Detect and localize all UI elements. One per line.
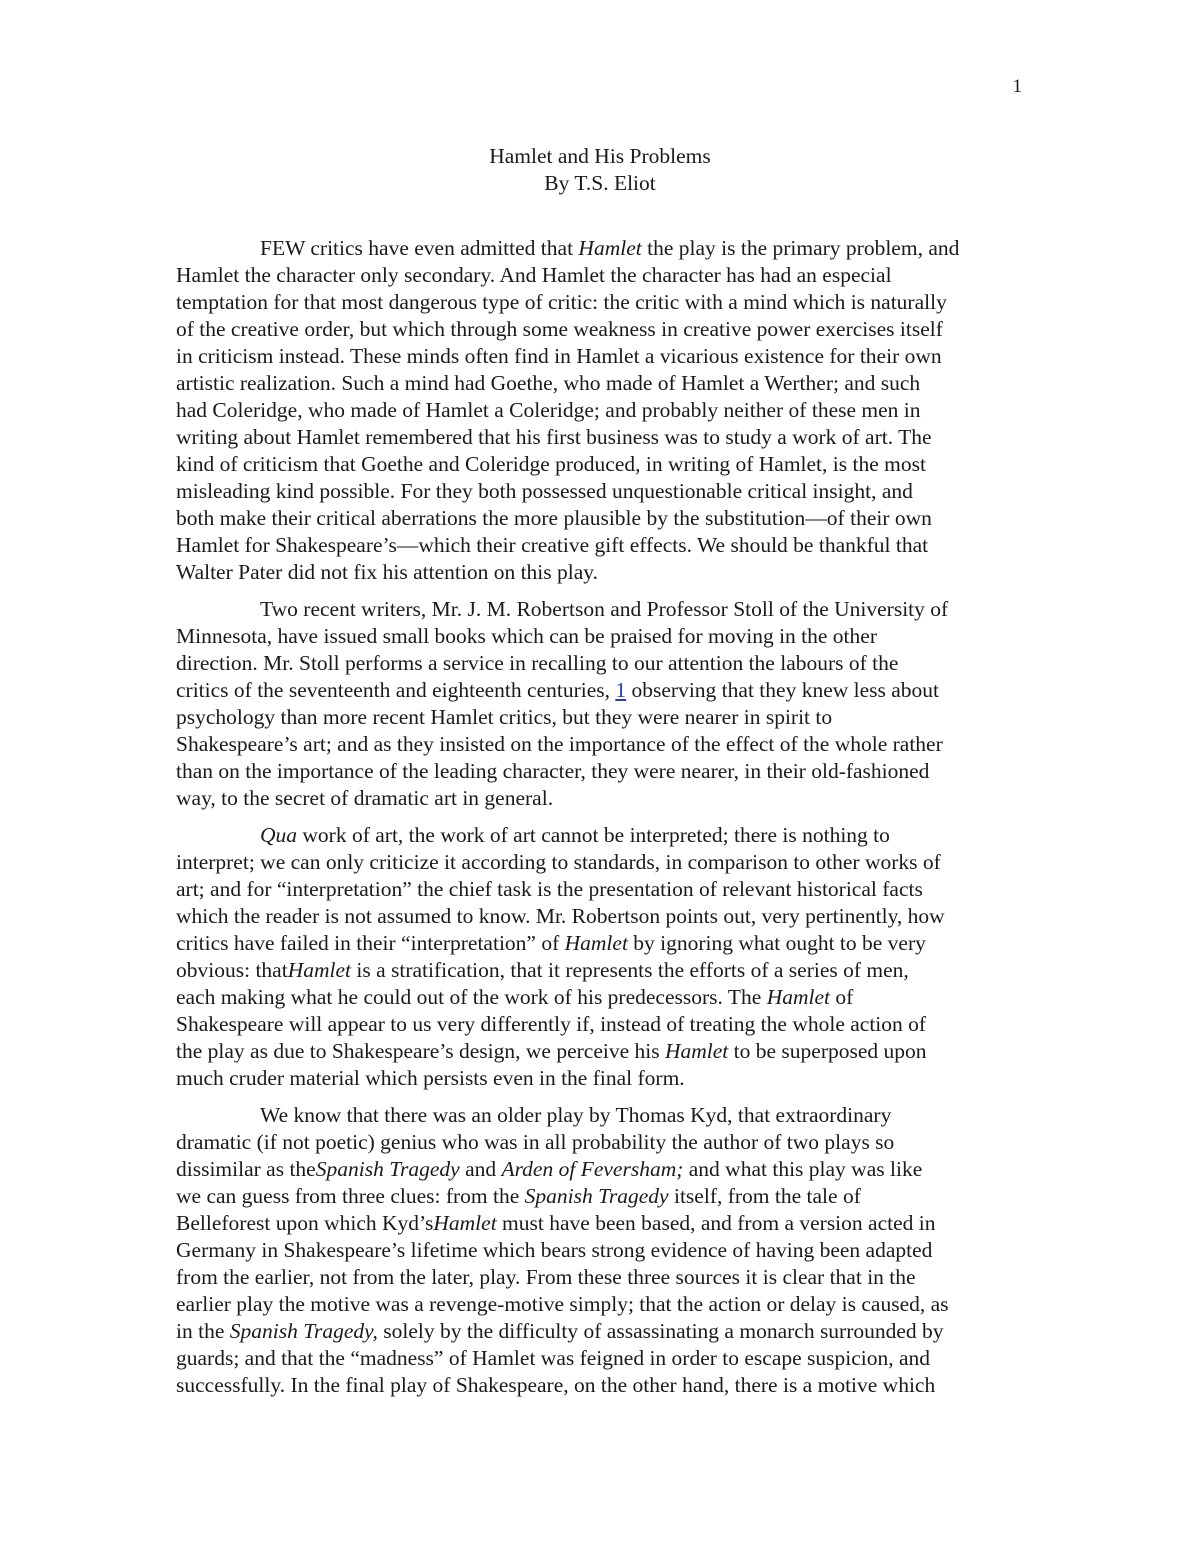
text-line [176,532,1024,559]
paragraph [176,235,1024,586]
text-run: than on the importance of the leading character, they were nearer, in their old-fashioned [176,759,930,783]
text-run: earlier play the motive was a revenge-motive simply; that the action or delay is caused, as [176,1292,949,1316]
text-line [176,559,1024,586]
text-line [176,451,1024,478]
text-line [176,316,1024,343]
italic-text: Hamlet [664,1039,729,1063]
text-run: Belleforest upon which Kyd’s [176,1211,434,1235]
italic-text: Hamlet [564,931,628,955]
text-line [176,1318,1024,1345]
text-run: Two recent writers, Mr. J. M. Robertson and Professor Stoll of the University of [260,597,949,621]
text-run: and [459,1157,502,1181]
text-run: obvious: that [176,958,288,982]
text-run: dramatic (if not poetic) genius who was in all probability the author of two plays so [176,1130,895,1154]
text-run: which the reader is not assumed to know. Mr. Robertson points out, very pertinently, how [176,904,945,928]
text-run: successfully. In the final play of Shakespeare, on the other hand, there is a motive which [176,1373,936,1397]
text-run: Hamlet the character only secondary. And Hamlet the character has had an especial [176,263,892,287]
text-line [176,623,1024,650]
text-run: way, to the secret of dramatic art in general. [176,786,554,810]
text-line [176,1065,1024,1092]
text-run: in the [176,1319,230,1343]
text-run: solely by the difficulty of assassinating a monarch surrounded by [377,1319,944,1343]
text-line [176,397,1024,424]
text-line [176,677,1024,704]
text-line [176,1102,1024,1129]
italic-text: Spanish Tragedy [524,1184,669,1208]
text-run: the play as due to Shakespeare’s design, we perceive his [176,1039,665,1063]
text-line [176,235,1024,262]
text-line [176,370,1024,397]
text-line [176,1129,1024,1156]
paragraph [176,1102,1024,1399]
paragraph [176,822,1024,1092]
text-run: interpret; we can only criticize it according to standards, in comparison to other works of [176,850,941,874]
text-run: direction. Mr. Stoll performs a service in recalling to our attention the labours of the [176,651,899,675]
text-run: of [829,985,854,1009]
text-line [176,1291,1024,1318]
text-line [176,758,1024,785]
text-run: temptation for that most dangerous type of critic: the critic with a mind which is naturally [176,290,947,314]
text-run: and what this play was like [683,1157,923,1181]
paragraph [176,596,1024,812]
text-run: itself, from the tale of [668,1184,861,1208]
text-line [176,876,1024,903]
text-line [176,1210,1024,1237]
text-line [176,478,1024,505]
text-line [176,505,1024,532]
text-line [176,785,1024,812]
text-run: in criticism instead. These minds often find in Hamlet a vicarious existence for their own [176,344,942,368]
text-run: each making what he could out of the work of his predecessors. The [176,985,767,1009]
text-line [176,262,1024,289]
text-line [176,849,1024,876]
text-line [176,704,1024,731]
text-line [176,957,1024,984]
text-line [176,650,1024,677]
text-line [176,1237,1024,1264]
text-run: by ignoring what ought to be very [627,931,926,955]
italic-text: Hamlet [433,1211,497,1235]
text-run: dissimilar as the [176,1157,316,1181]
text-line [176,424,1024,451]
text-run: both make their critical aberrations the more plausible by the substitution—of their own [176,506,932,530]
text-run: work of art, the work of art cannot be interpreted; there is nothing to [297,823,890,847]
text-line [176,289,1024,316]
text-line [176,984,1024,1011]
italic-text: Arden of Feversham; [501,1157,684,1181]
text-run: critics of the seventeenth and eighteenth centuries, [176,678,616,702]
text-line [176,596,1024,623]
italic-text: Hamlet [578,236,642,260]
text-run: kind of criticism that Goethe and Coleridge produced, in writing of Hamlet, is the most [176,452,926,476]
text-run: must have been based, and from a version acted in [496,1211,936,1235]
text-run: artistic realization. Such a mind had Goethe, who made of Hamlet a Werther; and such [176,371,921,395]
text-line [176,1011,1024,1038]
text-run: Hamlet for Shakespeare’s—which their creative gift effects. We should be thankful that [176,533,929,557]
text-line [176,1264,1024,1291]
text-line [176,903,1024,930]
document-body [176,235,1024,1409]
italic-text: Hamlet [287,958,351,982]
text-run: we can guess from three clues: from the [176,1184,525,1208]
text-run: Minnesota, have issued small books which can be praised for moving in the other [176,624,877,648]
italic-text: Spanish Tragedy, [229,1319,378,1343]
text-line [176,930,1024,957]
text-run: psychology than more recent Hamlet critics, but they were nearer in spirit to [176,705,833,729]
text-run: had Coleridge, who made of Hamlet a Coleridge; and probably neither of these men in [176,398,921,422]
text-run: writing about Hamlet remembered that his first business was to study a work of art. The [176,425,932,449]
text-run: guards; and that the “madness” of Hamlet was feigned in order to escape suspicion, and [176,1346,931,1370]
text-run: from the earlier, not from the later, play. From these three sources it is clear that in the [176,1265,916,1289]
title-block [0,143,1200,197]
footnote-link[interactable]: 1 [615,678,627,702]
text-run: observing that they knew less about [626,678,940,702]
text-run: critics have failed in their “interpretation” of [176,931,565,955]
text-line [176,1156,1024,1183]
text-line [176,1372,1024,1399]
document-author: By T.S. Eliot [544,171,656,195]
text-run: of the creative order, but which through some weakness in creative power exercises itself [176,317,943,341]
document-title: Hamlet and His Problems [489,144,711,168]
text-line [176,1183,1024,1210]
text-run: Shakespeare will appear to us very differently if, instead of treating the whole action of [176,1012,927,1036]
text-run: the play is the primary problem, and [641,236,960,260]
text-run: Germany in Shakespeare’s lifetime which bears strong evidence of having been adapted [176,1238,933,1262]
text-line [176,343,1024,370]
text-run: Shakespeare’s art; and as they insisted on the importance of the effect of the whole rather [176,732,943,756]
text-run: misleading kind possible. For they both possessed unquestionable critical insight, and [176,479,913,503]
text-line [176,1345,1024,1372]
text-run: to be superposed upon [728,1039,927,1063]
text-run: FEW critics have even admitted that [260,236,579,260]
italic-text: Hamlet [766,985,830,1009]
italic-text: Spanish Tragedy [315,1157,460,1181]
text-run: art; and for “interpretation” the chief task is the presentation of relevant historical facts [176,877,923,901]
text-line [176,1038,1024,1065]
text-run: Walter Pater did not fix his attention on this play. [176,560,599,584]
text-run: is a stratification, that it represents the efforts of a series of men, [350,958,909,982]
text-line [176,731,1024,758]
text-run: We know that there was an older play by Thomas Kyd, that extraordinary [260,1103,892,1127]
italic-text: Qua [260,823,298,847]
text-run: much cruder material which persists even in the final form. [176,1066,685,1090]
text-line [176,822,1024,849]
page-number: 1 [1012,76,1022,97]
